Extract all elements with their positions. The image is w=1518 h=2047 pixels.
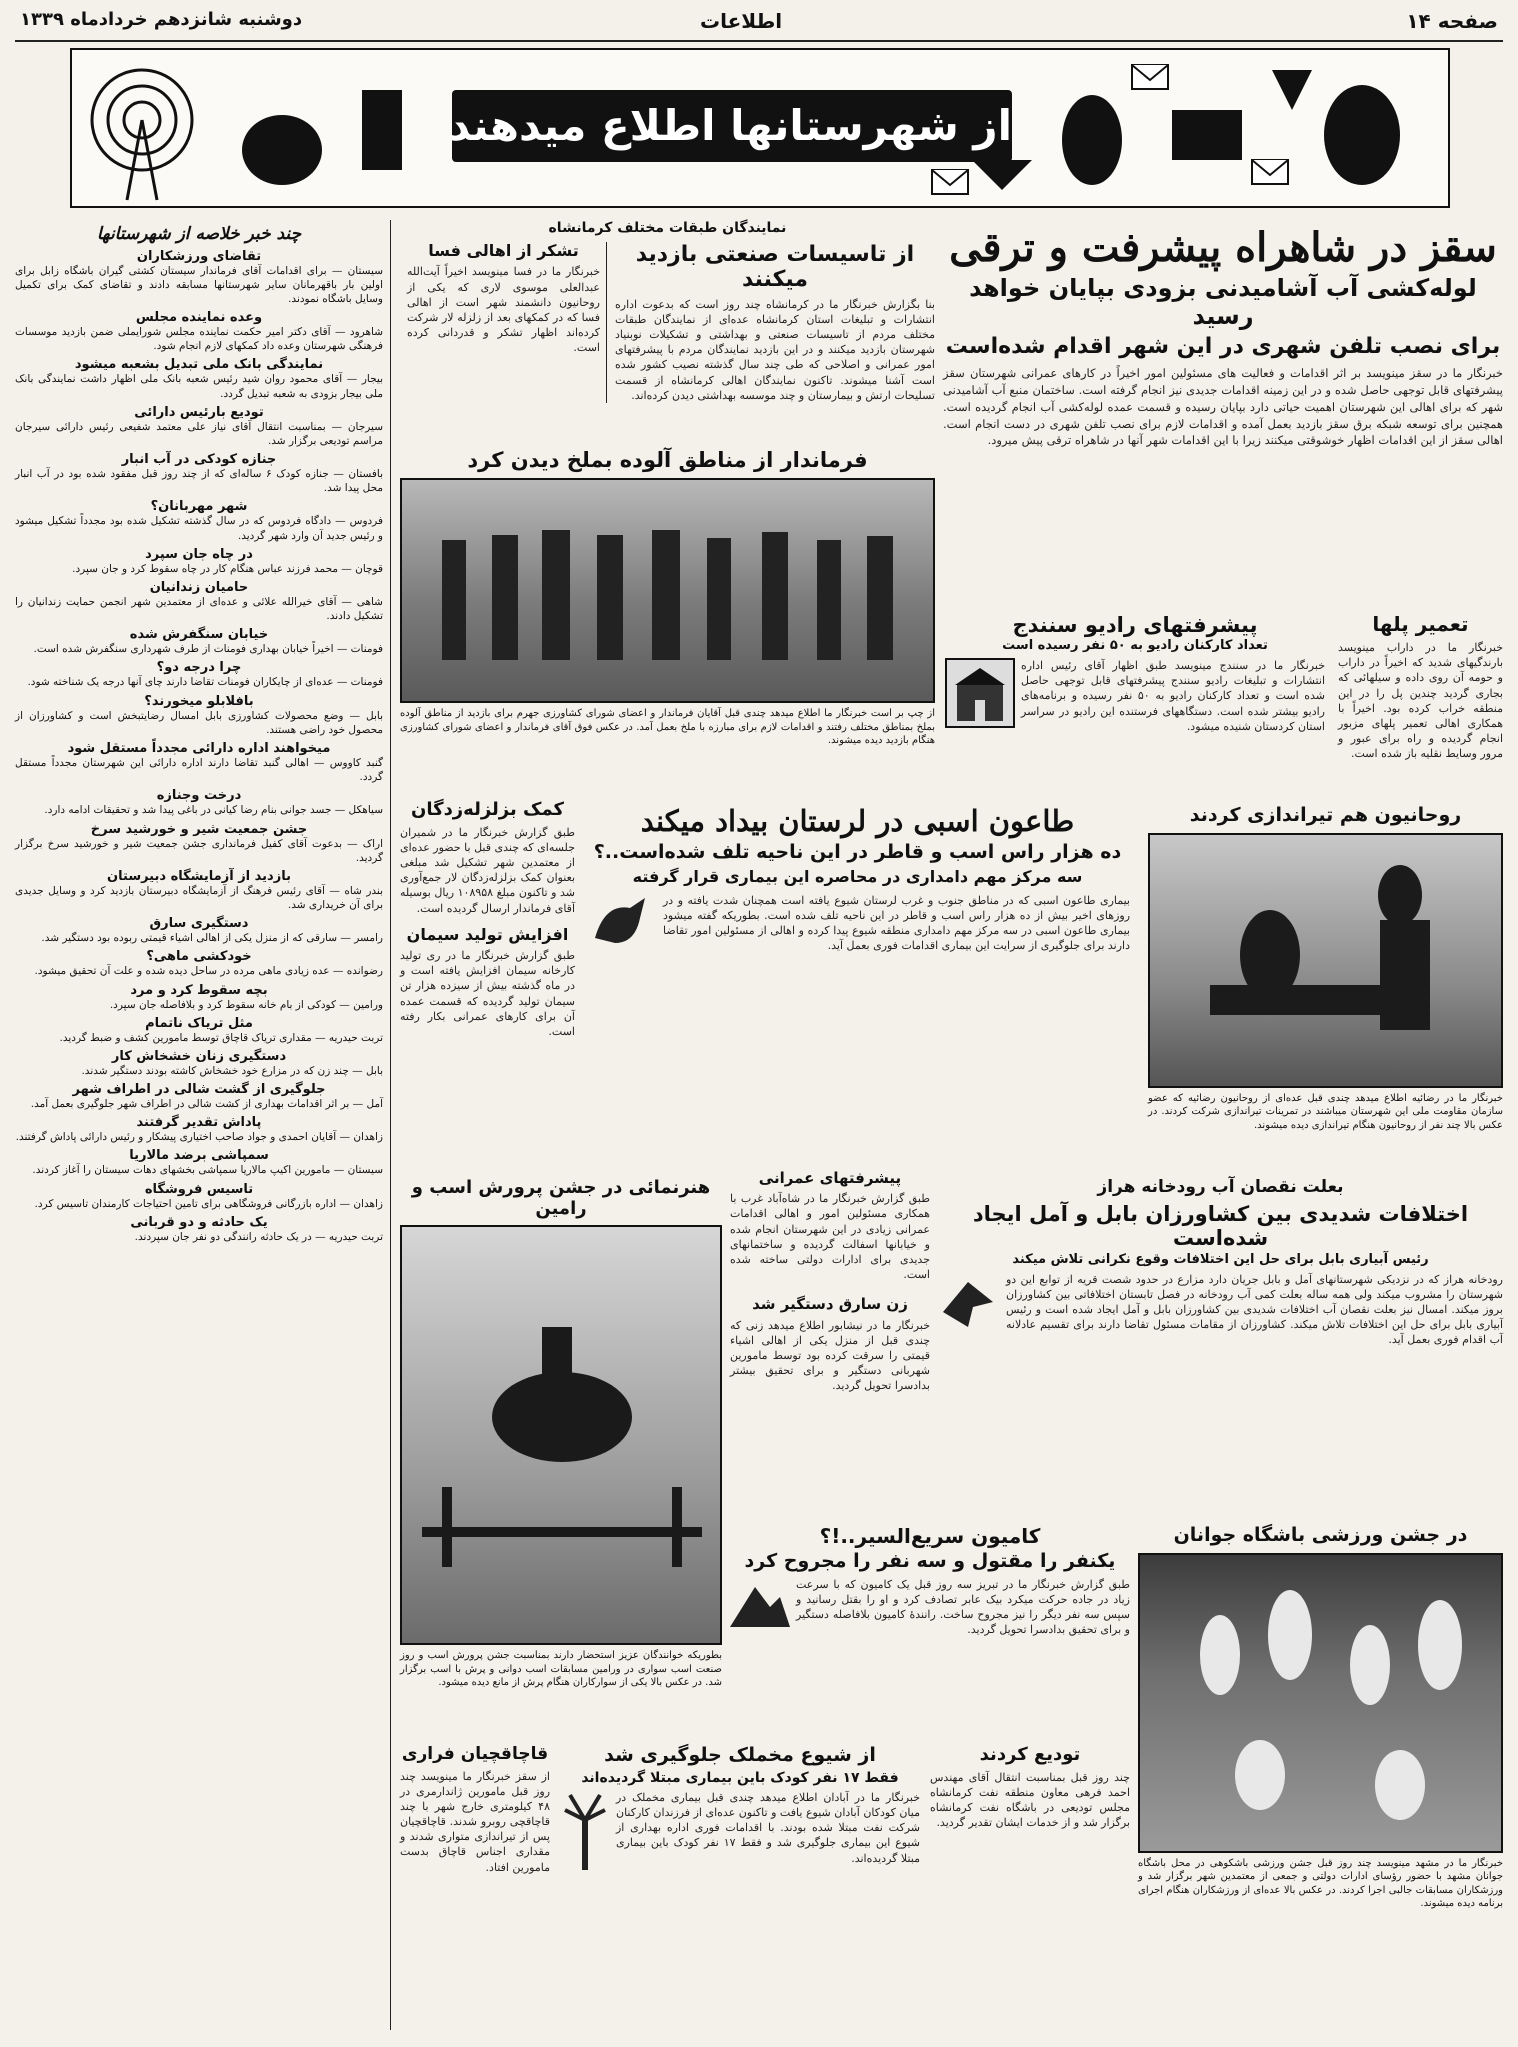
banner	[70, 48, 1450, 208]
kermanshah-headline: از تاسیسات صنعتی بازدید میکنند	[635, 242, 915, 293]
building-icon	[945, 658, 1015, 728]
brief-title: میخواهند اداره دارائی مجدداً مستقل شود	[67, 740, 331, 756]
thief-headline: زن سارق دستگیر شد	[752, 1295, 908, 1314]
plague-sub1: ده هزار راس اسب و قاطر در این ناحیه تلف شده‌است..؟	[593, 841, 1122, 864]
fasa-body: خبرنگار ما در فسا مینویسد اخیراً آیت‌الله عبدالعلی موسوی لاری که یکی از روحانیون دانشمند شهر است از اهالی فسا که در کمکهای بعد از زلزله لار شرکت کرده‌اند اظهار تشکر و قدردانی کرده است.	[407, 265, 600, 355]
clergy-headline: روحانیون هم تیراندازی کردند	[1189, 804, 1462, 826]
brief-body: ورامین — کودکی از بام خانه سقوط کرد و بلافاصله جان سپرد.	[109, 998, 383, 1011]
brief-body: قوچان — محمد فرزند عباس هنگام کار در چاه سقوط کرد و جان سپرد.	[72, 562, 383, 575]
brief-body: سیستان — برای اقدامات آقای فرماندار سیستان کشتی گیران باشگاه زابل برای اولین بار باقهرمانان سایر شهرستانها مسابقه دادند و تقاضای کمک برای تکمیل وسایل باشگاه نمودند.	[15, 264, 383, 305]
brief-body: بابل — چند زن که در مزارع خود خشخاش کاشته بودند دستگیر شدند.	[81, 1064, 383, 1077]
main-sub1: لوله‌کشی آب آشامیدنی بزودی بپایان خواهد رسید	[969, 274, 1477, 330]
bridges-body: خبرنگار ما در داراب مینویسد بارندگیهای شدید که اخیراً در داراب و حومه آن روی داده و سیلهائی که بجاری گردید چندین پل را در این منطقه خراب کرده بود. اخیراً با همکاری اهالی تعمیر پلهای مزبور انجام گردیده و راه برای عبور و مرور وسایط نقلیه باز شده است.	[1338, 641, 1503, 761]
brief-title: حامیان زندانیان	[149, 579, 249, 595]
brief-body: بیجار — آقای محمود روان شید رئیس شعبه بانک ملی اظهار داشت نمایندگی بانک ملی بیجار بزودی به شعبه تبدیل گردد.	[15, 373, 383, 400]
babol-story	[938, 1178, 1503, 1348]
briefs-list	[15, 249, 383, 1244]
mountain-icon	[730, 1577, 790, 1627]
radio-story	[945, 613, 1325, 734]
brief-title: بچه سقوط کرد و مرد	[130, 982, 268, 998]
horse-icon	[585, 893, 655, 953]
brief-body: تربت حیدریه — مقداری تریاک قاچاق توسط مامورین کشف و ضبط گردید.	[59, 1031, 383, 1044]
kermanshah-story	[400, 220, 935, 403]
varamin-caption: بطوریکه خوانندگان عزیز استحضار دارند بمناسبت جشن پرورش اسب و روز صنعت اسب سواری در ورامین مسابقات اسب دوانی و پرش با اسب برگزار شد. در عکس بالا یکی از سوارکاران هنگام پرش از مانع دیده میشود.	[400, 1650, 722, 1689]
column-rule	[390, 220, 391, 2030]
cement-body: طبق گزارش خبرنگار ما در ری تولید کارخانه سیمان افزایش یافته است و در ماه گذشته بیش از سیزده هزار تن سیمان تولید گردیده که قسمت عمده آن برای کارهای عمرانی بکار رفته است.	[400, 949, 575, 1038]
farewell-story	[930, 1745, 1130, 1830]
brief-body: فومنات — اخیراً خیابان بهداری فومنات از طرف شهرداری سنگفرش شده است.	[33, 643, 383, 656]
brief-body: شاهرود — آقای دکتر امیر حکمت نماینده مجلس شورایملی ضمن بازدید موسسات فرهنگی شهرستان وعده داد کمکهای لازم انجام شود.	[15, 326, 383, 353]
truck-headline: کامیون سریع‌السیر..!؟	[819, 1524, 1041, 1548]
brief-title: خودکشی ماهی؟	[146, 949, 252, 965]
varamin-photo	[400, 1225, 722, 1645]
farewell-body: چند روز قبل بمناسبت انتقال آقای مهندس احمد فرهی معاون منطقه نفت کرمانشاه مجلس تودیعی در باشگاه نفت کرمانشاه برگزار شد و از خدمات ایشان تقدیر گردید.	[930, 1770, 1130, 1830]
brief-title: تاسیس فروشگاه	[144, 1181, 254, 1197]
velvet-body: خبرنگار ما در آبادان اطلاع میدهد چندی قبل بیماری مخملک در میان کودکان آبادان شیوع یافت و تاکنون عده‌ای از فرزندان کارکنان شرکت نفت مبتلا شده بودند. با اقدامات فوری اداره بهداری از شیوع این بیماری جلوگیری شد و فقط ۱۷ نفر کودک باین بیماری مبتلا گردیده‌اند.	[616, 1790, 920, 1865]
youth-story	[1138, 1525, 1503, 1911]
briefs-header: چند خبر خلاصه از شهرستانها	[96, 224, 302, 244]
bird-icon	[938, 1272, 998, 1332]
plague-story	[585, 805, 1130, 953]
plague-headline: طاعون اسبی در لرستان بیداد میکند	[640, 804, 1075, 838]
civil-column	[730, 1170, 930, 1393]
relief-headline: کمک بزلزله‌زدگان	[410, 799, 564, 820]
youth-photo	[1138, 1553, 1503, 1853]
governor-photo	[400, 478, 935, 703]
cement-headline: افزایش تولید سیمان	[406, 924, 569, 944]
brief-title: نمایندگی بانک ملی تبدیل بشعبه میشود	[74, 357, 324, 373]
brief-title: مثل تریاک ناتمام	[145, 1015, 253, 1031]
brief-body: شاهی — آقای خیرالله علائی و عده‌ای از معتمدین شهر انجمن حمایت زندانیان را تشکیل دادند.	[15, 595, 383, 623]
truck-body: طبق گزارش خبرنگار ما در تبریز سه روز قبل یک کامیون که با سرعت زیاد در جاده حرکت میکرد بیک عابر تصادف کرد و او را بقتل رسانید و سپس سه نفر دیگر را نیز مجروح ساخت. رانندهٔ کامیون بلافاصله دستگیر و برای تحقیق بدادسرا تحویل گردید.	[796, 1577, 1130, 1637]
brief-title: دستگیری سارق	[149, 916, 249, 932]
brief-body: بافستان — جنازه کودک ۶ ساله‌ای که از چند روز قبل مفقود شده بود در آب انبار محل پیدا شد.	[15, 468, 383, 495]
main-story	[943, 225, 1503, 449]
governor-headline: فرماندار از مناطق آلوده بملخ دیدن کرد	[467, 448, 868, 472]
governor-caption: از چپ بر است خبرنگار ما اطلاع میدهد چندی قبل آقایان فرماندار و اعضای شورای کشاورزی جهرم برای بازدید از مناطق آلوده بملخ بمناطق مختلف رفتند و اقدامات لازم برای مبارزه با ملخ بعمل آمد. در عکس فوق آقای فرماندار و اعضای شورای کشاورزی هنگام بازدید دیده میشوند.	[400, 708, 935, 747]
babol-kicker: بعلت نقصان آب رودخانه هراز	[1097, 1177, 1344, 1197]
babol-headline: اختلافات شدیدی بین کشاورزان بابل و آمل ایجاد شده‌است	[972, 1201, 1469, 1250]
babol-body: رودخانه هراز که در نزدیکی شهرستانهای آمل و بابل جریان دارد مزارع در حدود شصت قریه از توابع این دو شهرستان را مشروب میکند ولی همه ساله بعلت کمی آب رودخانه در فصل تابستان اختلافاتی بین کشاورزان بروز میکند. امسال نیز بعلت نقصان آب اختلافات شدیدی بین کشاورزان بابل و آمل ایجاد شده است و رئیس آبیاری بابل برای حل این اختلافات تلاش میکند. کشاورزان از مقامات مسئول تقاضا دارند برای تقسیم عادلانه آب اقدام فوری بعمل آید.	[1006, 1272, 1503, 1347]
brief-body: سیرجان — بمناسبت انتقال آقای نیاز علی معتمد شفیعی رئیس دارائی سیرجان مراسم تودیعی برگزار شد.	[15, 420, 383, 447]
radio-sub: تعداد کارکنان رادیو به ۵۰ نفر رسیده است	[1002, 638, 1268, 654]
fasa-headline: تشکر از اهالی فسا	[428, 241, 579, 261]
palm-icon	[560, 1790, 610, 1870]
plague-sub2: سه مرکز مهم دامداری در محاصره این بیماری قرار گرفته	[632, 867, 1083, 887]
civil-headline: پیشرفتهای عمرانی	[758, 1169, 902, 1187]
brief-body: فومنات — عده‌ای از چایکاران فومنات تقاضا دارند چای آنها درجه یک شناخته شود.	[27, 676, 383, 689]
brief-title: بافلابلو میخورند؟	[144, 693, 254, 709]
bridges-headline: تعمیر پلها	[1372, 612, 1469, 636]
brief-title: درخت وجنازه	[156, 788, 242, 804]
clergy-caption: خبرنگار ما در رضائیه اطلاع میدهد چندی قبل عده‌ای از روحانیون رضائیه که عضو سازمان مقاومت ملی این شهرستان میباشند در تمرینات تیراندازی شرکت کردند. در عکس بالا چند نفر از روحانیون هنگام تیراندازی دیده میشوند.	[1148, 1092, 1503, 1131]
brief-body: بندر شاه — آقای رئیس فرهنگ از آزمایشگاه دبیرستان بازدید کرد و وسایل جدیدی برای آن خریداری شد.	[15, 884, 383, 912]
varamin-story	[400, 1178, 722, 1690]
brief-title: دستگیری زنان خشخاش کار	[111, 1048, 287, 1064]
velvet-sub: فقط ۱۷ نفر کودک باین بیماری مبتلا گردیده‌اند	[581, 1769, 899, 1786]
issue-date: دوشنبه شانزدهم خردادماه ۱۳۳۹	[20, 9, 303, 30]
briefs-column	[15, 225, 383, 1244]
brief-title: جلوگیری از گشت شالی در اطراف شهر	[72, 1082, 326, 1098]
brief-title: جشن جمعیت شیر و خورشید سرخ	[90, 821, 308, 837]
brief-title: وعده نماینده مجلس	[135, 310, 263, 326]
brief-title: شهر مهربانان؟	[150, 499, 248, 515]
brief-title: تقاضای ورزشکاران	[136, 248, 262, 264]
smugglers-body: از سقز خبرنگار ما مینویسد چند روز قبل مامورین ژاندارمری در ۴۸ کیلومتری خارج شهر با چند قاچاقچی روبرو شدند. قاچاقچیان پس از تیراندازی متواری شدند و مقداری اجناس قاچاق بدست مامورین افتاد.	[400, 1769, 550, 1874]
youth-headline: در جشن ورزشی باشگاه جوانان	[1173, 1524, 1468, 1546]
brief-body: گنبد کاووس — اهالی گنبد تقاضا دارند اداره دارائی این شهرستان مجدداً مستقل گردد.	[15, 756, 383, 784]
brief-title: تودیع بارئیس دارائی	[134, 404, 264, 420]
varamin-headline: هنرنمائی در جشن پرورش اسب و رامین	[411, 1177, 711, 1219]
brief-body: سیاهکل — جسد جوانی بنام رضا کیانی در باغی پیدا شد و تحقیقات ادامه دارد.	[44, 804, 383, 817]
kermanshah-body: بنا بگزارش خبرنگار ما در کرمانشاه چند روز است که بدعوت اداره انتشارات و تبلیغات استان کرمانشاه عده‌ای از نمایندگان طبقات مختلف مردم از تاسیسات صنعتی و بهداشتی و تشکیلات نوبنیاد شهرستان بازدید میکنند و در این بازدید نمایندگان مردم با پیشرفتهای امور عمرانی و اصلاحی که طی چند سال گذشته نصیب کشور شده است آشنا میشوند. تاکنون نمایندگان اهالی کرمانشاه از قسمت تسلیحات ارتش و بیمارستان و چند موسسه بهداشتی دیدن کرده‌اند.	[615, 297, 935, 402]
paper-name: اطلاعات	[700, 9, 783, 33]
brief-body: بابل — وضع محصولات کشاورزی بابل امسال رضایتبخش است و کشاورزان از محصول خود راضی هستند.	[15, 709, 383, 736]
smugglers-headline: قاچاقچیان فراری	[401, 1744, 549, 1764]
main-body: خبرنگار ما در سقز مینویسد بر اثر اقدامات و فعالیت های مسئولین امور اخیراً در کارهای عمرانی شهرستان سقز پیشرفتهای قابل توجهی حاصل شده و در این زمینه اقدامات جدیدی نیز انجام گرفته است. ساختمان منبع آب آشامیدنی شهر که برای اهالی این شهرستان اهمیت حیاتی دارد بپایان رسیده و قسمت عمده لوله‌کشی آب انجام گردیده است. همچنین برای توسعه شبکه برق سقز بازدید بعمل آمده و اقدامات لازم برای نصب تلفن شهری در دست انجام است. اهالی سقز از این اقدامات اظهار خوشوقتی میکنند زیرا با این اقدامات شهر آنها در شاهراه ترقی پیش میرود.	[943, 366, 1503, 448]
brief-title: پاداش تقدیر گرفتند	[136, 1115, 262, 1131]
civil-body: طبق گزارش خبرنگار ما در شاه‌آباد غرب با همکاری مسئولین امور و اهالی اقدامات عمرانی زیادی در این شهرستان انجام شده و خیابانها اسفالت گردیده و ساختمانهای جدیدی برای ادارات دولتی ساخته شده است.	[730, 1192, 930, 1282]
brief-body: رضوانده — عده زیادی ماهی مرده در ساحل دیده شده و علت آن تحقیق میشود.	[34, 965, 383, 978]
brief-title: چرا درجه دو؟	[156, 660, 242, 676]
thief-body: خبرنگار ما در نیشابور اطلاع میدهد زنی که چندی قبل از منزل یکی از اهالی اشیاء قیمتی را سرقت کرده بود توسط مامورین شهربانی دستگیر و برای تحقیق بیشتر بدادسرا تحویل گردید.	[730, 1318, 930, 1393]
radio-headline: پیشرفتهای رادیو سنندج	[1012, 613, 1258, 637]
main-headline: سقز در شاهراه پیشرفت و ترقی	[949, 224, 1497, 271]
kermanshah-kicker: نمایندگان طبقات مختلف کرمانشاه	[548, 220, 787, 236]
brief-title: خیابان سنگفرش شده	[129, 627, 269, 643]
clergy-photo	[1148, 833, 1503, 1088]
main-sub2: برای نصب تلفن شهری در این شهر اقدام شده‌است	[945, 334, 1501, 360]
radio-body: خبرنگار ما در سنندج مینویسد طبق اظهار آقای رئیس اداره انتشارات و تبلیغات رادیو سنندج پیشرفتهای قابل توجهی حاصل شده است و تعداد کارکنان رادیو به ۵۰ نفر رسیده و برنامه‌های رادیو بیشتر شده است. دستگاههای فرستنده این رادیو در سراسر استان کردستان شنیده میشود.	[1021, 659, 1325, 733]
farewell-headline: تودیع کردند	[979, 1744, 1081, 1765]
brief-body: آمل — بر اثر اقدامات بهداری از کشت شالی در اطراف شهر جلوگیری بعمل آمد.	[30, 1098, 383, 1111]
brief-body: تربت حیدریه — در یک حادثه رانندگی دو نفر جان سپردند.	[134, 1230, 383, 1243]
velvet-story	[560, 1745, 920, 1870]
page-number: صفحه ۱۴	[1406, 9, 1498, 33]
brief-title: سمپاشی برضد مالاریا	[129, 1148, 269, 1164]
youth-caption: خبرنگار ما در مشهد مینویسد چند روز قبل جشن ورزشی باشکوهی در محل باشگاه جوانان مشهد با حضور رؤسای ادارات دولتی و جمعی از معتمدین شهر برگزار شد و ورزشکاران مسابقات جالبی اجرا کردند. در عکس بالا عده‌ای از ورزشکاران هنگام اجرای برنامه دیده میشوند.	[1138, 1857, 1503, 1910]
truck-sub: یکنفر را مقتول و سه نفر را مجروح کرد	[744, 1550, 1116, 1572]
relief-column	[400, 800, 575, 1039]
brief-title: در چاه جان سپرد	[145, 546, 253, 562]
brief-title: بازدید از آزمایشگاه دبیرستان	[107, 868, 291, 884]
brief-body: سیستان — مامورین اکیپ مالاریا سمپاشی بخشهای دهات سیستان را آغاز کردند.	[32, 1164, 383, 1177]
smugglers-story	[400, 1745, 550, 1875]
brief-title: جنازه کودکی در آب انبار	[121, 452, 277, 468]
bridges-story	[1338, 613, 1503, 761]
brief-body: زاهدان — آقایان احمدی و جواد صاحب اختیاری پیشکار و رئیس دارائی پاداش گرفتند.	[15, 1131, 383, 1144]
velvet-headline: از شیوع مخملک جلوگیری شد	[604, 1744, 876, 1766]
brief-body: رامسر — سارقی که از منزل یکی از اهالی اشیاء قیمتی ربوده بود دستگیر شد.	[41, 932, 383, 945]
babol-sub: رئیس آبیاری بابل برای حل این اختلافات وقوع نکرانی تلاش میکند	[1012, 1251, 1429, 1267]
brief-body: فردوس — دادگاه فردوس که در سال گذشته تشکیل شده بود مجدداً تشکیل میشود و رئیس جدید آن وارد شهر گردید.	[15, 515, 383, 542]
clergy-story	[1148, 805, 1503, 1132]
masthead-rule	[15, 40, 1503, 42]
governor-story	[400, 448, 935, 748]
group-figures	[402, 480, 933, 701]
brief-body: زاهدان — اداره بازرگانی فروشگاهی برای تامین احتیاجات کارمندان تاسیس کرد.	[34, 1197, 383, 1210]
plague-body: بیماری طاعون اسبی که در مناطق جنوب و غرب لرستان شیوع یافته است همچنان شدت یافته و در روزهای اخیر بیش از ده هزار راس اسب و قاطر در این ناحیه تلف شده است. بطوریکه گفته میشود بیماری طاعون اسبی در سه مرکز مهم دامداری منطقه شیوع پیدا کرده و اهالی از مسئولین امور تقاضا دارند برای جلوگیری از سرایت این بیماری اقدامات فوری بعمل آید.	[663, 893, 1130, 953]
banner-title: از شهرستانها اطلاع میدهند	[452, 90, 1012, 162]
brief-title: یک حادثه و دو قربانی	[130, 1214, 268, 1230]
brief-body: اراک — بدعوت آقای کفیل فرمانداری جشن جمعیت شیر و خورشید سرخ برگزار گردید.	[15, 837, 383, 864]
truck-story	[730, 1525, 1130, 1638]
relief-body: طبق گزارش خبرنگار ما در شمیران جلسه‌ای که چندی قبل با حضور عده‌ای از معتمدین شهر تشکیل شد مبلغی بعنوان کمک بزلزله‌زدگان لار جمع‌آوری شد و تاکنون مبلغ ۱۰۸۹۵۸ ریال بوسیله آقای فرماندار ارسال گردیده است.	[400, 825, 575, 915]
